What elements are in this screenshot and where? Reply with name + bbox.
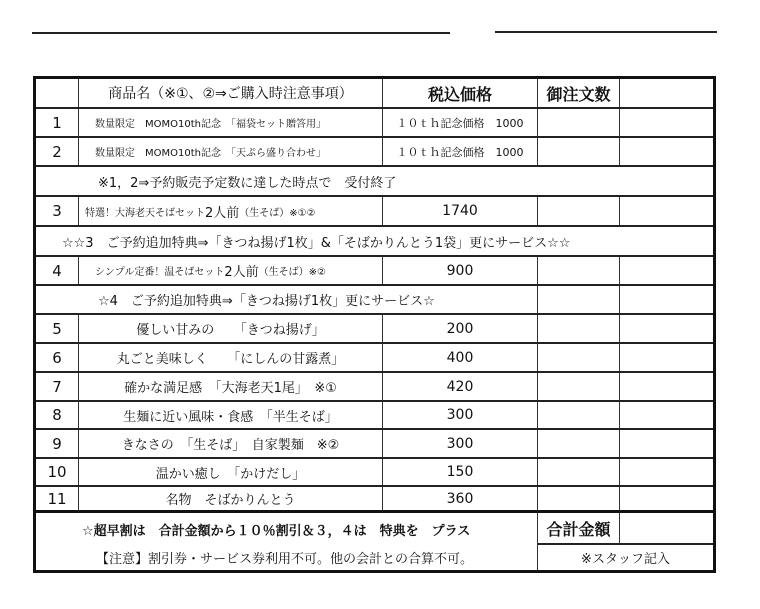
row-number: 1 <box>52 113 62 132</box>
product-name: 温かい癒し 「かけだし」 <box>155 466 306 482</box>
footer-discount-row <box>36 513 713 545</box>
subtotal-field[interactable] <box>620 487 713 510</box>
early-discount-note: ☆超早割は 合計金額から１０％割引＆３，４は 特典を プラス <box>82 523 471 539</box>
order-count-field[interactable] <box>538 109 620 136</box>
header-price: 税込価格 <box>427 84 492 104</box>
signature-line-left <box>32 32 450 34</box>
product-name: 特選！大海老天そばセット <box>85 207 205 219</box>
table-row <box>36 487 713 513</box>
price: 360 <box>446 490 474 507</box>
product-name: きなさの 「生そば」 自家製麺 ※② <box>121 438 340 453</box>
footer-caution-row <box>36 545 713 570</box>
bonus-row <box>36 227 713 257</box>
price: １０ｔｈ記念価格 1000 <box>396 145 524 159</box>
table-row <box>36 344 713 373</box>
product-name: 数量限定 MOMO10th記念 「天ぷら盛り合わせ」 <box>95 148 326 159</box>
order-count-field[interactable] <box>538 402 620 428</box>
product-name: 優しい甘みの 「きつね揚げ」 <box>136 323 325 338</box>
row-number: 10 <box>47 463 67 481</box>
row-number: 2 <box>52 142 62 161</box>
subtotal-field[interactable] <box>620 430 713 457</box>
header-order-count: 御注文数 <box>546 84 611 104</box>
bonus-note-3: ☆☆3 ご予約追加特典⇒「きつね揚げ1枚」&「そばかりんとう1袋」更にサービス☆☆ <box>62 235 571 251</box>
product-note: （生そば）※② <box>258 267 326 278</box>
subtotal-field[interactable] <box>620 257 713 284</box>
table-header-row <box>36 79 713 109</box>
product-name: シンプル定番！温そばセット <box>95 267 225 278</box>
table-row <box>36 402 713 430</box>
product-serving: 2人前 <box>224 265 259 280</box>
order-form-table <box>33 76 716 573</box>
order-count-field[interactable] <box>538 487 620 510</box>
bonus-row <box>36 286 713 315</box>
subtotal-field[interactable] <box>620 459 713 485</box>
row-number: 6 <box>52 348 62 367</box>
total-amount-field[interactable] <box>620 513 713 545</box>
staff-entry-label: ※スタッフ記入 <box>581 552 670 567</box>
row-number: 11 <box>47 489 67 508</box>
row-number: 8 <box>52 406 62 424</box>
note-row <box>36 167 713 197</box>
row-number: 3 <box>52 202 62 220</box>
reservation-note: ※1，2⇒予約販売予定数に達した時点で 受付終了 <box>98 175 397 191</box>
price: 900 <box>446 262 474 279</box>
row-number: 9 <box>52 434 62 453</box>
signature-line-right <box>495 31 717 33</box>
order-count-field[interactable] <box>538 344 620 371</box>
order-count-field[interactable] <box>538 197 620 225</box>
order-count-field[interactable] <box>538 315 620 342</box>
table-row <box>36 138 713 167</box>
table-row <box>36 459 713 487</box>
product-name: 生麺に近い風味・食感 「半生そば」 <box>123 409 338 425</box>
subtotal-field[interactable] <box>620 197 713 225</box>
price: 300 <box>446 435 474 452</box>
product-name: 数量限定 MOMO10th記念 「福袋セット贈答用」 <box>95 119 326 130</box>
subtotal-field[interactable] <box>620 138 713 165</box>
price: 1740 <box>442 203 478 219</box>
row-number: 7 <box>52 377 62 396</box>
order-count-field[interactable] <box>538 430 620 457</box>
product-serving: 2人前 <box>205 205 240 221</box>
table-row <box>36 109 713 138</box>
price: 420 <box>446 378 474 395</box>
subtotal-field[interactable] <box>620 315 713 342</box>
product-name: 丸ごと美味しく 「にしんの甘露煮」 <box>116 352 345 367</box>
total-label: 合計金額 <box>546 519 611 539</box>
price: １０ｔｈ記念価格 1000 <box>396 116 524 130</box>
row-number: 5 <box>52 319 62 338</box>
caution-note: 【注意】割引券・サービス券利用不可。他の会計との合算不可。 <box>96 552 474 567</box>
order-count-field[interactable] <box>538 373 620 400</box>
table-row <box>36 197 713 227</box>
bonus-note-4: ☆4 ご予約追加特典⇒「きつね揚げ1枚」更にサービス☆ <box>98 294 435 309</box>
order-count-field[interactable] <box>538 459 620 485</box>
price: 200 <box>446 320 474 337</box>
subtotal-field[interactable] <box>620 109 713 136</box>
table-row <box>36 315 713 344</box>
price: 150 <box>446 464 474 480</box>
order-count-field[interactable] <box>538 138 620 165</box>
subtotal-field[interactable] <box>620 344 713 371</box>
row-number: 4 <box>52 261 62 280</box>
header-product-name: 商品名（※①、②⇒ご購入時注意事項） <box>108 86 353 102</box>
order-count-field[interactable] <box>538 257 620 284</box>
subtotal-field[interactable] <box>620 402 713 428</box>
subtotal-field[interactable] <box>620 373 713 400</box>
price: 400 <box>446 349 474 366</box>
table-row <box>36 257 713 286</box>
price: 300 <box>446 407 474 423</box>
product-note: （生そば）※①② <box>239 207 316 219</box>
header-blank-cell <box>620 79 713 107</box>
table-row <box>36 430 713 459</box>
product-name: 確かな満足感 「大海老天1尾」 ※① <box>124 381 337 396</box>
table-row <box>36 373 713 402</box>
product-name: 名物 そばかりんとう <box>165 493 296 508</box>
